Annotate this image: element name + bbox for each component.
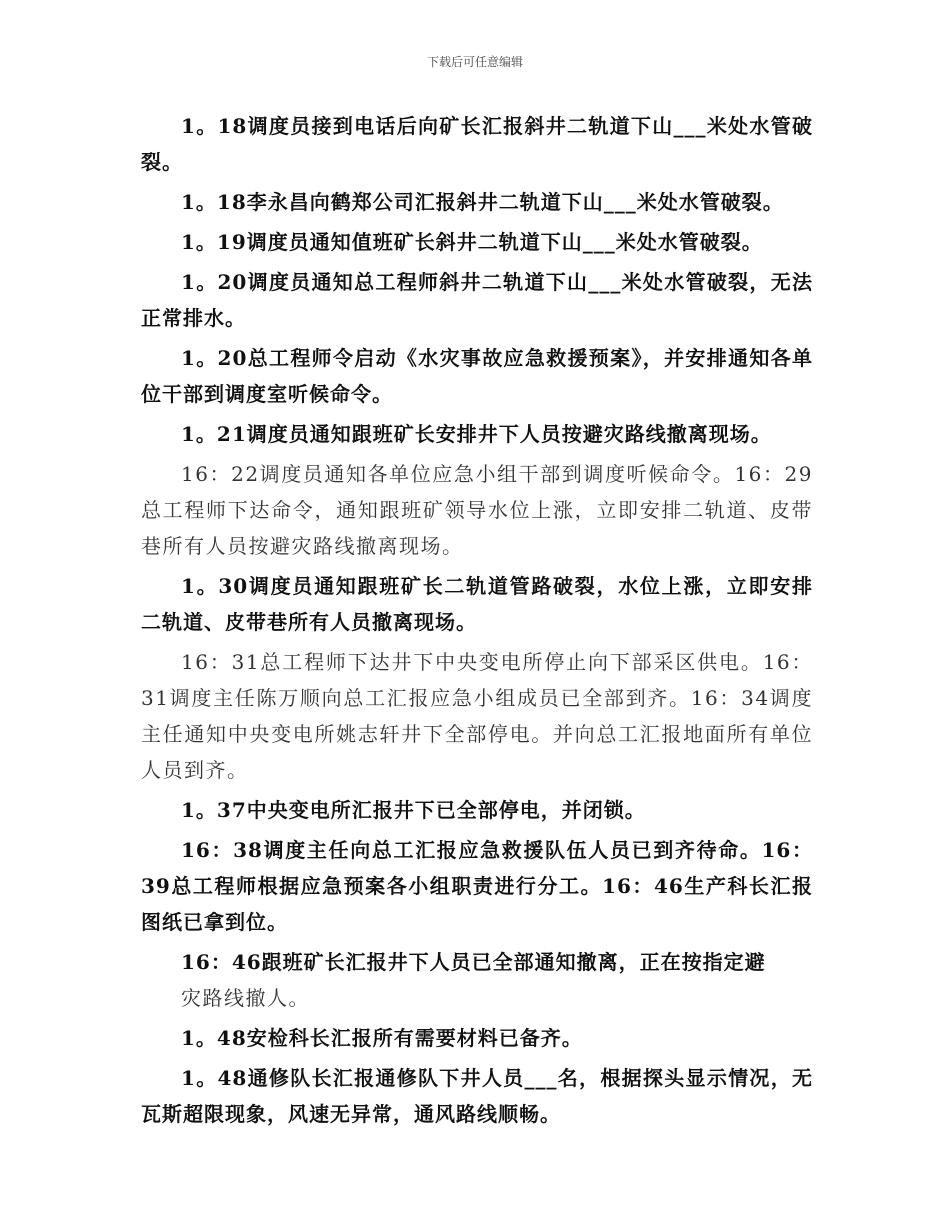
paragraph-13: 1。48安检科长汇报所有需要材料已备齐。 <box>181 1026 583 1050</box>
document-body <box>141 108 813 1132</box>
paragraph-1: 1。18调度员接到电话后向矿长汇报斜井二轨道下山___米处水管破裂。 <box>141 114 813 174</box>
paragraph-9: 16：31总工程师下达井下中央变电所停止向下部采区供电。16：31调度主任陈万顺向总工汇报应急小组成员已全部到齐。16：34调度主任通知中央变电所姚志轩井下全部停电。并向总工汇报地面所有单位人员到齐。 <box>141 650 813 782</box>
paragraph-6: 1。21调度员通知跟班矿长安排井下人员按避灾路线撤离现场。 <box>181 422 772 446</box>
paragraph-10: 1。37中央变电所汇报井下已全部停电，并闭锁。 <box>181 798 646 822</box>
paragraph-2: 1。18李永昌向鹤郑公司汇报斜井二轨道下山___米处水管破裂。 <box>181 190 784 214</box>
paragraph-11: 16：38调度主任向总工汇报应急救援队伍人员已到齐待命。16：39总工程师根据应急预案各小组职责进行分工。16：46生产科长汇报图纸已拿到位。 <box>141 838 813 934</box>
paragraph-5: 1。20总工程师令启动《水灾事故应急救援预案》，并安排通知各单位干部到调度室听候命令。 <box>141 346 813 406</box>
paragraph-4: 1。20调度员通知总工程师斜井二轨道下山___米处水管破裂，无法正常排水。 <box>141 270 813 330</box>
paragraph-12-continuation: 灾路线撤人。 <box>181 986 310 1010</box>
paragraph-12: 16：46跟班矿长汇报井下人员已全部通知撤离，正在按指定避 <box>181 950 766 974</box>
paragraph-3: 1。19调度员通知值班矿长斜井二轨道下山___米处水管破裂。 <box>181 230 763 254</box>
page-header: 下载后可任意编辑 <box>426 55 523 69</box>
paragraph-14: 1。48通修队长汇报通修队下井人员___名，根据探头显示情况，无瓦斯超限现象，风速无异常，通风路线顺畅。 <box>141 1066 813 1126</box>
paragraph-8: 1。30调度员通知跟班矿长二轨道管路破裂，水位上涨，立即安排二轨道、皮带巷所有人员撤离现场。 <box>141 574 813 634</box>
paragraph-7: 16：22调度员通知各单位应急小组干部到调度听候命令。16：29总工程师下达命令，通知跟班矿领导水位上涨，立即安排二轨道、皮带巷所有人员按避灾路线撤离现场。 <box>141 462 813 558</box>
